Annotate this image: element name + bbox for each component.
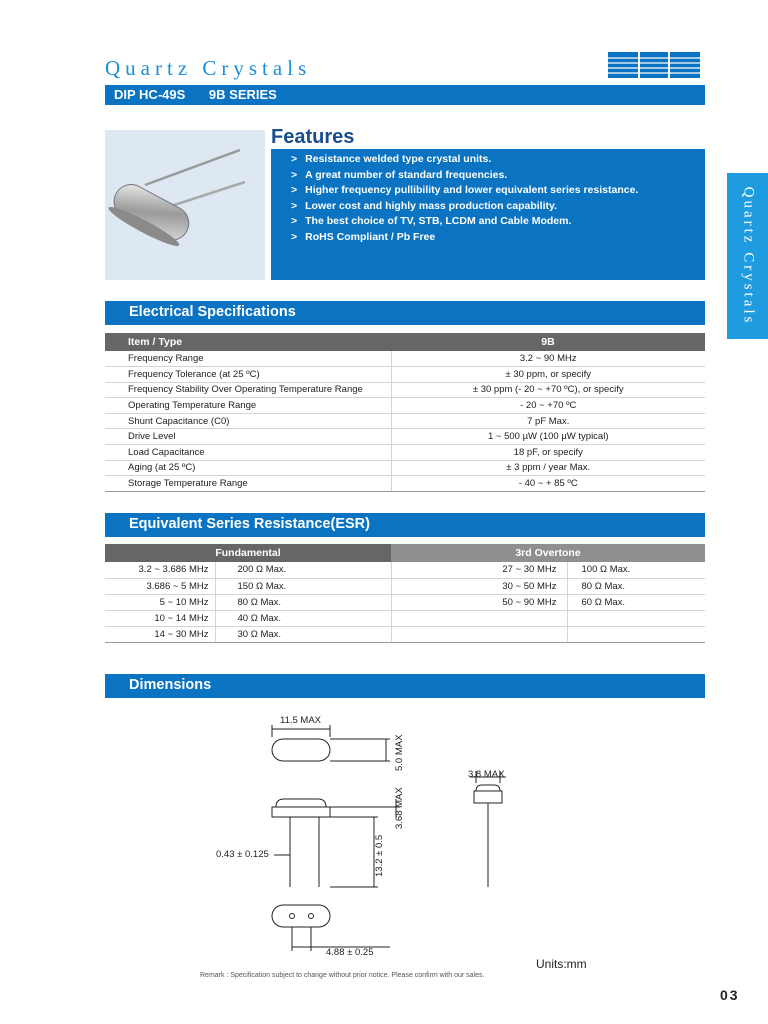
overtone-esr: 100 Ω Max. (567, 562, 705, 578)
overtone-range: 30 ~ 50 MHz (391, 578, 567, 594)
table-row (105, 578, 705, 594)
fundamental-range: 10 ~ 14 MHz (105, 610, 215, 626)
series-model: DIP HC-49S (114, 87, 186, 102)
side-tab-label: Quartz Crystals (740, 186, 756, 326)
spec-item: Frequency Tolerance (at 25 ºC) (105, 367, 391, 383)
spec-value: 18 pF, or specify (391, 445, 705, 461)
table-row (105, 594, 705, 610)
dim-width: 11.5 MAX (280, 715, 322, 726)
fundamental-range: 3.2 ~ 3.686 MHz (105, 562, 215, 578)
esr-section-title: Equivalent Series Resistance(ESR) (105, 513, 705, 537)
fundamental-esr: 200 Ω Max. (215, 562, 391, 578)
remark-text: Remark : Specification subject to change without prior notice. Please confirm with our sales. (200, 972, 485, 979)
spec-value: ± 30 ppm, or specify (391, 367, 705, 383)
dim-pitch: 4.88 ± 0.25 (326, 947, 374, 958)
dimensions-drawing (190, 705, 570, 970)
electrical-spec-table (105, 333, 705, 492)
table-row (105, 413, 705, 429)
overtone-esr: 80 Ω Max. (567, 578, 705, 594)
fundamental-esr: 30 Ω Max. (215, 626, 391, 642)
spec-item: Aging (at 25 ºC) (105, 460, 391, 476)
units-label: Units:mm (536, 957, 587, 971)
table-row (105, 351, 705, 367)
overtone-esr (567, 626, 705, 642)
esr-table (105, 544, 705, 643)
table-row (105, 562, 705, 578)
fundamental-range: 5 ~ 10 MHz (105, 594, 215, 610)
spec-item: Load Capacitance (105, 445, 391, 461)
table-row (105, 367, 705, 383)
spec-value: 3.2 ~ 90 MHz (391, 351, 705, 367)
table-row (105, 429, 705, 445)
dim-depth: 3.8 MAX (468, 769, 505, 780)
side-tab (727, 173, 768, 339)
table-row (105, 460, 705, 476)
spec-value: ± 30 ppm (- 20 ~ +70 ºC), or specify (391, 382, 705, 398)
overtone-range (391, 626, 567, 642)
features-list (271, 149, 705, 280)
table-row (105, 610, 705, 626)
overtone-range: 50 ~ 90 MHz (391, 594, 567, 610)
spec-item: Frequency Range (105, 351, 391, 367)
features-title: Features (271, 126, 355, 148)
table-row (105, 476, 705, 492)
fundamental-range: 3.686 ~ 5 MHz (105, 578, 215, 594)
table-row (105, 382, 705, 398)
page-number: 03 (720, 987, 740, 1003)
fundamental-esr: 80 Ω Max. (215, 594, 391, 610)
fundamental-esr: 40 Ω Max. (215, 610, 391, 626)
table-row (105, 445, 705, 461)
spec-item: Shunt Capacitance (C0) (105, 413, 391, 429)
feature-item: > A great number of standard frequencies. (291, 168, 705, 184)
table-row (105, 398, 705, 414)
product-photo (105, 130, 265, 280)
series-bar (105, 85, 705, 105)
dim-height-top: 5.0 MAX (394, 734, 405, 771)
dim-lead-dia: 0.43 ± 0.125 (216, 849, 269, 860)
series-name: 9B SERIES (208, 87, 277, 102)
feature-item: > The best choice of TV, STB, LCDM and Cable Modem. (291, 214, 705, 230)
electrical-section-title: Electrical Specifications (105, 301, 705, 325)
spec-value: 1 ~ 500 µW (100 µW typical) (391, 429, 705, 445)
overtone-range: 27 ~ 30 MHz (391, 562, 567, 578)
dimensions-section-title: Dimensions (105, 674, 705, 698)
spec-item: Operating Temperature Range (105, 398, 391, 414)
feature-item: > RoHS Compliant / Pb Free (291, 230, 705, 246)
overtone-esr: 60 Ω Max. (567, 594, 705, 610)
table-row (105, 626, 705, 642)
feature-item: > Higher frequency pullibility and lower equivalent series resistance. (291, 183, 705, 199)
spec-item: Storage Temperature Range (105, 476, 391, 492)
feature-item: > Lower cost and highly mass production capability. (291, 199, 705, 215)
page-title: Quartz Crystals (105, 56, 312, 80)
spec-value: ± 3 ppm / year Max. (391, 460, 705, 476)
column-header: 9B (391, 333, 705, 351)
fundamental-range: 14 ~ 30 MHz (105, 626, 215, 642)
spec-item: Drive Level (105, 429, 391, 445)
fundamental-esr: 150 Ω Max. (215, 578, 391, 594)
feature-item: > Resistance welded type crystal units. (291, 152, 705, 168)
spec-value: - 40 ~ + 85 ºC (391, 476, 705, 492)
spec-value: 7 pF Max. (391, 413, 705, 429)
overtone-range (391, 610, 567, 626)
column-header: Item / Type (105, 333, 391, 351)
spec-item: Frequency Stability Over Operating Temperature Range (105, 382, 391, 398)
spec-value: - 20 ~ +70 ºC (391, 398, 705, 414)
dim-body-height: 3.68 MAX (394, 787, 405, 829)
overtone-esr (567, 610, 705, 626)
txc-logo (608, 50, 700, 80)
column-header: Fundamental (105, 544, 391, 562)
column-header: 3rd Overtone (391, 544, 705, 562)
dim-lead-length: 13.2 ± 0.5 (374, 834, 385, 877)
